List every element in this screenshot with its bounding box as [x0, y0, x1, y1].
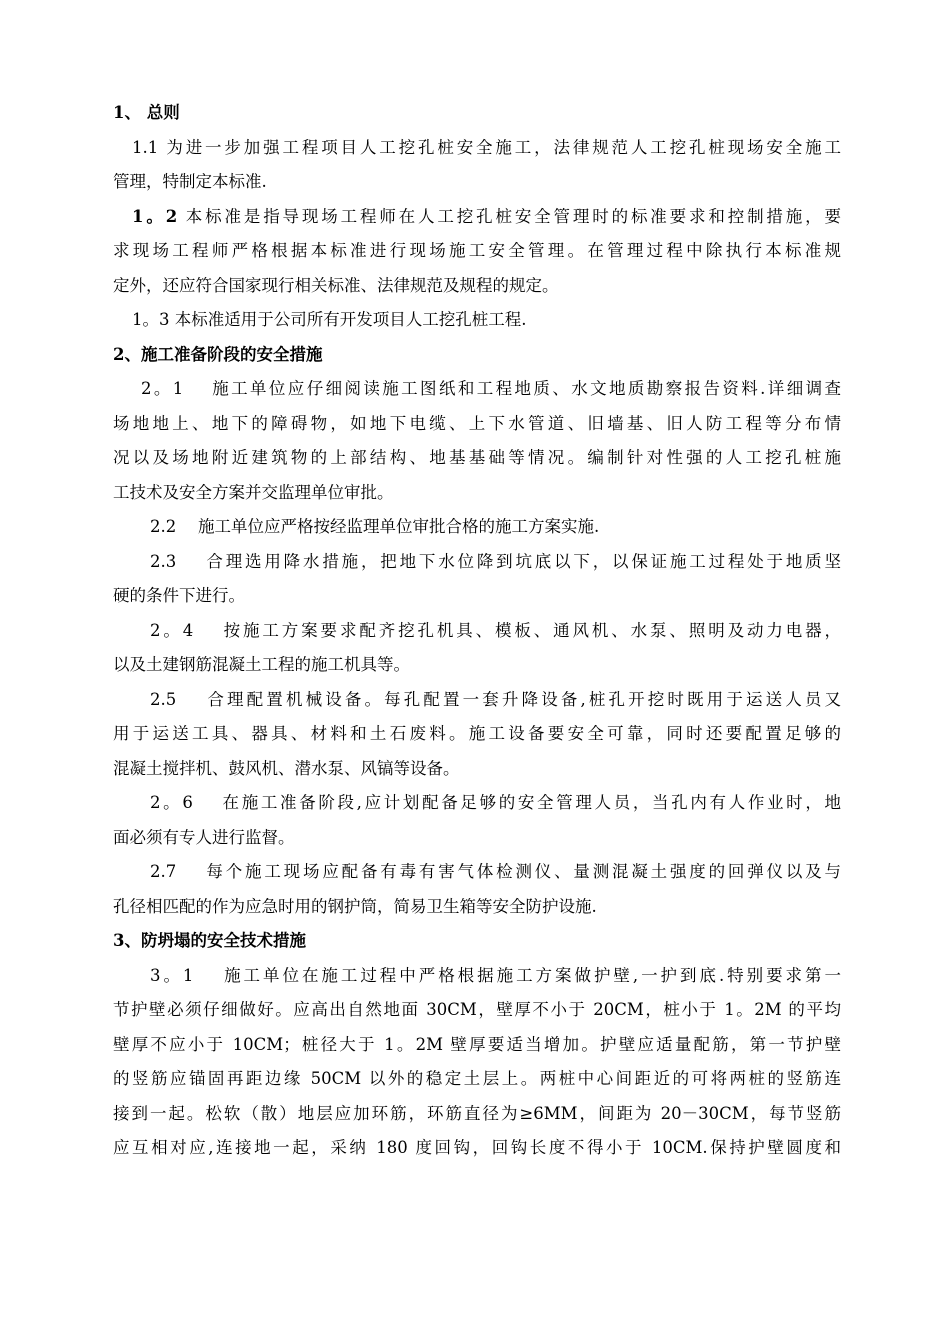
clause-number: 1。2	[132, 206, 186, 226]
paragraph-line: 接到一起。松软（散）地层应加环筋，环筋直径为≥6MM，间距为 20－30CM，每节竖筋	[113, 1103, 841, 1123]
paragraph-line: 的竖筋应锚固再距边缘 50CM 以外的稳定土层上。两桩中心间距近的可将两桩的竖筋连	[113, 1069, 841, 1088]
paragraph-line: 工技术及安全方案并交监理单位审批。	[113, 482, 394, 502]
document-body	[113, 96, 841, 1166]
paragraph-line: 2。1 施工单位应仔细阅读施工图纸和工程地质、水文地质勘察报告资料.详细调查	[141, 379, 841, 398]
paragraph-line: 况以及场地附近建筑物的上部结构、地基基础等情况。编制针对性强的人工挖孔桩施	[113, 448, 841, 467]
paragraph-line: 管理，特制定本标准.	[113, 172, 267, 191]
paragraph-line: 混凝土搅拌机、鼓风机、潜水泵、风镐等设备。	[113, 758, 460, 778]
section-heading: 3、防坍塌的安全技术措施	[113, 931, 306, 950]
paragraph-line: 求现场工程师严格根据本标准进行现场施工安全管理。在管理过程中除执行本标准规	[113, 241, 841, 260]
paragraph-line: 1。2 本标准是指导现场工程师在人工挖孔桩安全管理时的标准要求和控制措施，要	[132, 206, 841, 226]
paragraph-line: 2。6 在施工准备阶段,应计划配备足够的安全管理人员，当孔内有人作业时，地	[150, 793, 841, 812]
paragraph-line: 2.2 施工单位应严格按经监理单位审批合格的施工方案实施.	[150, 517, 600, 536]
paragraph-line: 以及土建钢筋混凝土工程的施工机具等。	[113, 655, 410, 674]
paragraph-line: 定外，还应符合国家现行相关标准、法律规范及规程的规定。	[113, 275, 559, 295]
paragraph-line: 用于运送工具、器具、材料和土石废料。施工设备要安全可靠，同时还要配置足够的	[113, 724, 841, 743]
paragraph-line: 2.7 每个施工现场应配备有毒有害气体检测仪、量测混凝土强度的回弹仪以及与	[150, 862, 841, 881]
paragraph-line: 孔径相匹配的作为应急时用的钢护筒，简易卫生箱等安全防护设施.	[113, 896, 597, 916]
paragraph-line: 应互相对应,连接地一起，采纳 180 度回钩，回钩长度不得小于 10CM.保持护壁圆度和	[113, 1138, 841, 1157]
paragraph-line: 壁厚不应小于 10CM；桩径大于 1。2M 壁厚要适当增加。护壁应适量配筋，第一节护壁	[113, 1034, 841, 1054]
section-heading: 1、 总则	[113, 103, 180, 122]
paragraph-line: 3。1 施工单位在施工过程中严格根据施工方案做护壁,一护到底.特别要求第一	[150, 965, 841, 985]
paragraph-line: 2.5 合理配置机械设备。每孔配置一套升降设备,桩孔开挖时既用于运送人员又	[150, 689, 841, 709]
paragraph-line: 面必须有专人进行监督。	[113, 827, 295, 847]
paragraph-line: 1。3 本标准适用于公司所有开发项目人工挖孔桩工程.	[132, 310, 527, 329]
paragraph-line: 2.3 合理选用降水措施，把地下水位降到坑底以下，以保证施工过程处于地质坚	[150, 551, 841, 571]
paragraph-line: 节护壁必须仔细做好。应高出自然地面 30CM，壁厚不小于 20CM，桩小于 1。2M 的平均	[113, 1000, 841, 1019]
paragraph-line: 场地地上、地下的障碍物，如地下电缆、上下水管道、旧墙基、旧人防工程等分布情	[113, 413, 841, 433]
paragraph-line: 2。4 按施工方案要求配齐挖孔机具、模板、通风机、水泵、照明及动力电器，	[150, 620, 841, 640]
section-heading: 2、施工准备阶段的安全措施	[113, 344, 323, 364]
paragraph-line: 1.1 为进一步加强工程项目人工挖孔桩安全施工，法律规范人工挖孔桩现场安全施工	[132, 137, 841, 157]
paragraph-line: 硬的条件下进行。	[113, 586, 245, 605]
